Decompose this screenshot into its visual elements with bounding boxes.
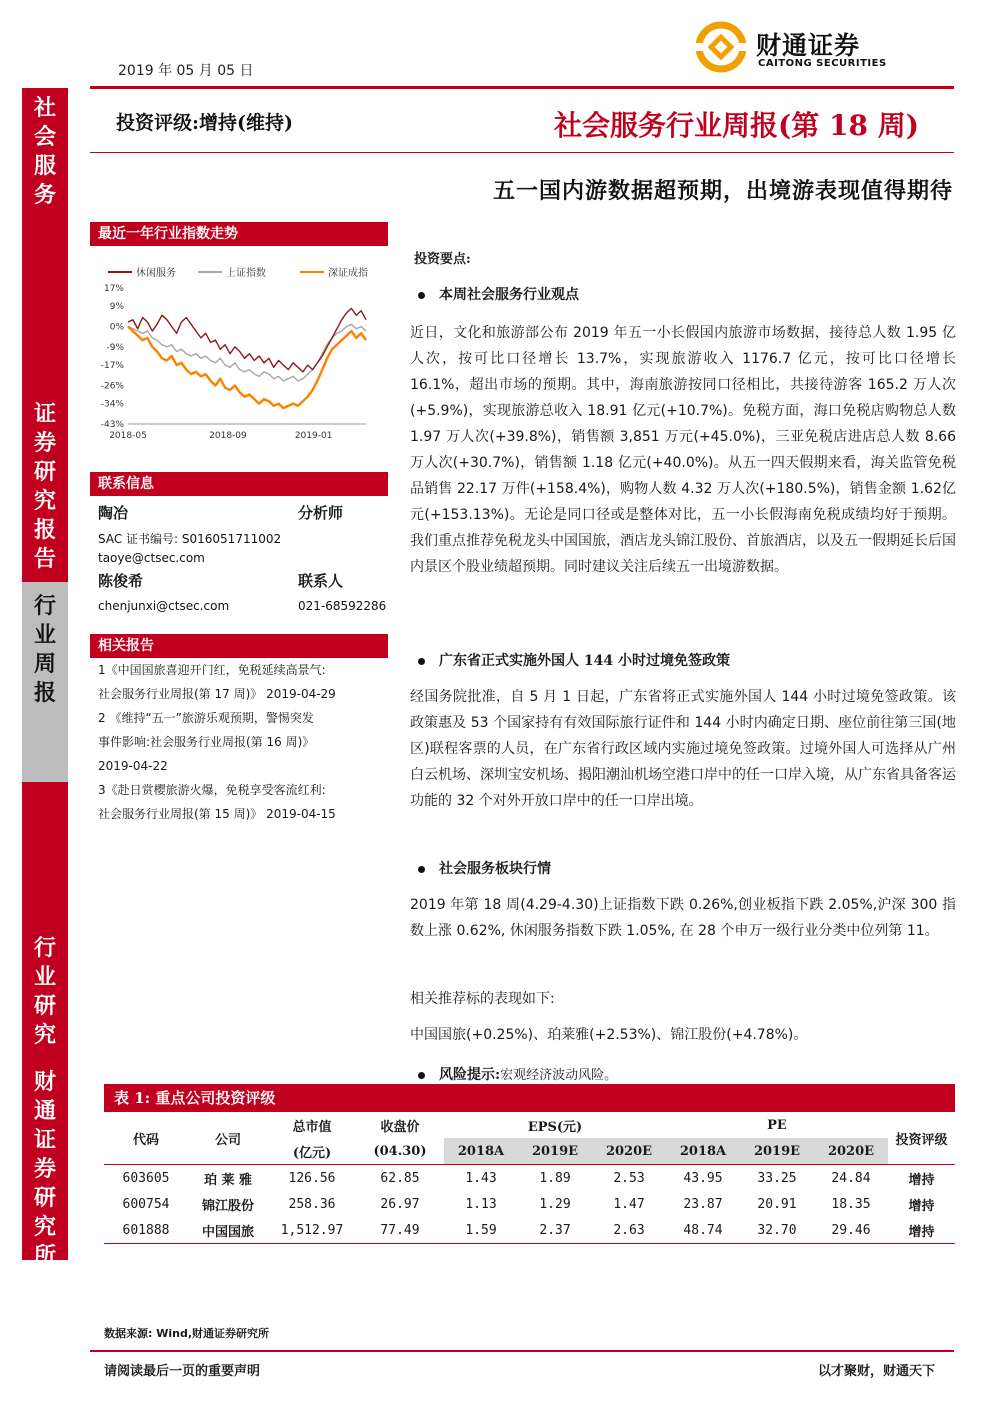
cell-code: 603605 [104,1165,188,1192]
paragraph-recommended-label: 相关推荐标的表现如下: [410,991,555,1007]
footer-slogan: 以才聚财，财通天下 [817,1364,935,1379]
cell-close: 62.85 [356,1165,444,1192]
sidebar-institute-label: 财 通 证 券 研 究 所 [33,1069,56,1269]
header-year: 2018A [666,1138,740,1165]
related-reports-list [98,658,390,826]
sidebar-weekly-label: 行 业 周 报 [33,593,56,706]
report-subtitle: 五一国内游数据超预期，出境游表现值得期待 [492,178,953,204]
data-source: 数据来源: Wind,财通证券研究所 [104,1327,270,1340]
header-mktcap-unit: (亿元) [292,1145,332,1161]
table-row [104,1191,955,1217]
related-report-line[interactable]: 2019-04-22 [98,759,168,773]
sidebar-research-report-label: 证 券 研 究 报 告 [33,401,56,572]
cell-rating: 增持 [908,1198,935,1214]
sidebar-weekly-block [22,582,68,782]
header-rating: 投资评级 [895,1132,948,1148]
x-tick-label: 2018-05 [109,431,147,441]
investment-rating-table [104,1112,955,1244]
footer-divider [90,1350,954,1352]
bullet-risk-warning: 风险提示:宏观经济波动风险。 [418,1064,964,1084]
header-year: 2019E [518,1138,592,1165]
header-year: 2020E [592,1138,666,1165]
analyst1-email[interactable]: taoye@ctsec.com [98,551,205,565]
table-title: 表 1: 重点公司投资评级 [104,1084,955,1112]
table-row [104,1217,955,1244]
related-report-line[interactable]: 社会服务行业周报(第 17 周)》 2019-04-29 [98,687,336,701]
y-tick-label: -17% [100,361,124,372]
logo-chinese-text: 财通证券 [756,31,861,60]
analyst2-phone: 021-68592286 [298,599,387,613]
header-divider [90,86,954,89]
y-tick-label: 9% [109,302,124,313]
index-trend-svg [90,246,388,458]
cell-pe: 43.95 [666,1165,740,1192]
header-close: 收盘价 [380,1119,420,1135]
sidebar-industry-label: 社 会 服 务 [33,95,56,208]
cell-pe: 29.46 [814,1217,888,1244]
legend-label: 上证指数 [226,268,266,279]
cell-eps: 1.89 [518,1165,592,1192]
cell-rating: 增持 [888,1217,955,1244]
analyst1-role: 分析师 [298,504,344,522]
y-tick-label: -9% [106,342,124,353]
related-report-line[interactable]: 事件影响:社会服务行业周报(第 16 周)》 [98,735,315,749]
cell-eps: 1.47 [613,1196,645,1212]
table-header-row [104,1112,955,1138]
x-tick-label: 2018-09 [209,431,247,441]
chart-section-header: 最近一年行业指数走势 [90,222,388,246]
legend-label: 深证成指 [328,268,368,279]
header-close-date: (04.30) [373,1143,427,1159]
cell-eps: 2.37 [518,1217,592,1244]
related-report-line[interactable]: 2 《维持“五一”旅游乐观预期，警惕突发 [98,711,314,725]
title-divider [90,152,954,153]
header-code: 代码 [132,1132,159,1148]
paragraph-recommended-stocks: 中国国旅(+0.25%)、珀莱雅(+2.53%)、锦江股份(+4.78%)。 [410,1027,808,1043]
analyst1-name: 陶冶 [98,504,129,522]
cell-mktcap: 258.36 [288,1196,336,1212]
cell-eps: 1.29 [539,1196,571,1212]
cell-eps: 2.63 [592,1217,666,1244]
footer-disclaimer[interactable]: 请阅读最后一页的重要声明 [104,1364,261,1379]
paragraph-market-performance: 2019 年第 18 周(4.29-4.30)上证指数下跌 0.26%,创业板指下跌 2.05%,沪深 300 指数上涨 0.62%, 休闲服务指数下跌 1.05%, 在 28 个申万一级行业分类中位列第 11。 [410,897,956,939]
bullet-industry-view: 本周社会服务行业观点 [418,284,964,304]
bullet-market-performance: 社会服务板块行情 [418,858,964,878]
series-line [128,327,366,409]
cell-mktcap: 126.56 [268,1165,356,1192]
cell-code: 601888 [104,1217,188,1244]
x-tick-label: 2019-01 [294,431,333,441]
series-line [128,308,366,372]
cell-rating: 增持 [888,1165,955,1192]
analyst1-sac: SAC 证书编号: S016051711002 [98,532,282,546]
header-year: 2019E [740,1138,814,1165]
header-pe: PE [767,1117,787,1133]
table-row [104,1165,955,1192]
header-year: 2018A [444,1138,518,1165]
cell-eps: 1.59 [444,1217,518,1244]
cell-company: 锦江股份 [201,1198,254,1214]
cell-pe: 32.70 [740,1217,814,1244]
y-tick-label: 17% [103,284,124,294]
logo-english-text: CAITONG SECURITIES [758,58,887,69]
cell-mktcap: 1,512.97 [268,1217,356,1244]
bullet-visa-policy: 广东省正式实施外国人 144 小时过境免签政策 [418,650,964,670]
header-mktcap: 总市值 [292,1119,332,1135]
left-sidebar [22,88,68,1269]
header-eps: EPS(元) [527,1119,583,1135]
cell-eps: 2.53 [592,1165,666,1192]
bullet-dot-icon [418,866,425,873]
report-date: 2019 年 05 月 05 日 [118,63,254,79]
cell-eps: 1.13 [465,1196,497,1212]
related-report-line[interactable]: 社会服务行业周报(第 15 周)》 2019-04-15 [98,807,336,821]
index-trend-chart [90,246,388,458]
bullet-dot-icon [418,292,425,299]
related-report-line[interactable]: 1《中国国旅喜迎开门红，免税延续高景气: [98,663,326,677]
bullet-dot-icon [418,658,425,665]
analyst2-name: 陈俊希 [98,572,144,590]
analyst2-role: 联系人 [298,572,344,590]
cell-pe: 48.74 [666,1217,740,1244]
investment-rating: 投资评级:增持(维持) [116,112,293,134]
header-year: 2020E [814,1138,888,1165]
legend-label: 休闲服务 [136,268,176,279]
related-report-line[interactable]: 3《赴日赏樱旅游火爆，免税享受客流红利: [98,783,326,797]
company-logo [692,20,932,76]
cell-pe: 33.25 [740,1165,814,1192]
header-company: 公司 [214,1132,241,1148]
key-points-label: 投资要点: [414,252,471,267]
y-tick-label: 0% [109,322,124,333]
logo-emblem-icon [692,20,750,74]
report-title: 社会服务行业周报(第 18 周) [554,109,919,142]
analyst2-email[interactable]: chenjunxi@ctsec.com [98,599,230,613]
paragraph-visa-policy: 经国务院批准，自 5 月 1 日起，广东省将正式实施外国人 144 小时过境免签政策。该政策惠及 53 个国家持有有效国际旅行证件和 144 小时内确定日期、座位前往第三国(地区)联程客票的人员，在广东省行政区域内实施过境免签政策。过境外国人可选择从广州白云机场、深圳宝安机场、揭阳潮汕机场空港口岸中的任一口岸入境，从广东省具备客运功能的 32 个对外开放口岸中的任一口岸出境。 [410,689,956,809]
cell-eps: 1.43 [444,1165,518,1192]
paragraph-industry-view: 近日，文化和旅游部公布 2019 年五一小长假国内旅游市场数据，接待总人数 1.95 亿人次，按可比口径增长 13.7%，实现旅游收入 1176.7 亿元，按可比口径增长 16.1%，超出市场的预期。其中，海南旅游按同口径相比，共接待游客 165.2 万人次(+5.9%)，实现旅游总收入 18.91 亿元(+10.7%)。免税方面，海口免税店购物总人数 1.97 万人次(+39.8%)，销售额 3,851 万元(+45.0%)，三亚免税店进店总人数 8.66 万人次(+30.7%)，销售额 1.18 亿元(+40.0%)。从五一四天假期来看，海关监管免税品销售 22.17 万件(+158.4%)，购物人数 4.32 万人次(+180.5%)，销售金额 1.62亿元(+153.13%)。无论是同口径或是整体对比，五一小长假海南免税成绩均好于预期。我们重点推荐免税龙头中国国旅，酒店龙头锦江股份、首旅酒店，以及五一假期延长后国内景区个股业绩超预期。同时建议关注后续五一出境游数据。 [410,325,956,575]
y-tick-label: -34% [100,399,124,410]
related-section-header: 相关报告 [90,634,388,658]
cell-pe: 24.84 [814,1165,888,1192]
cell-pe: 20.91 [757,1196,797,1212]
cell-close: 77.49 [356,1217,444,1244]
cell-pe: 23.87 [683,1196,723,1212]
y-tick-label: -43% [100,420,124,430]
sidebar-industry-research-label: 行 业 研 究 [33,935,56,1048]
contact-section-header: 联系信息 [90,472,388,496]
cell-company: 中国国旅 [188,1217,268,1244]
y-tick-label: -26% [100,381,124,392]
cell-code: 600754 [122,1196,170,1212]
cell-pe: 18.35 [831,1196,871,1212]
cell-company: 珀 莱 雅 [188,1165,268,1192]
cell-close: 26.97 [380,1196,420,1212]
bullet-dot-icon [418,1072,425,1079]
